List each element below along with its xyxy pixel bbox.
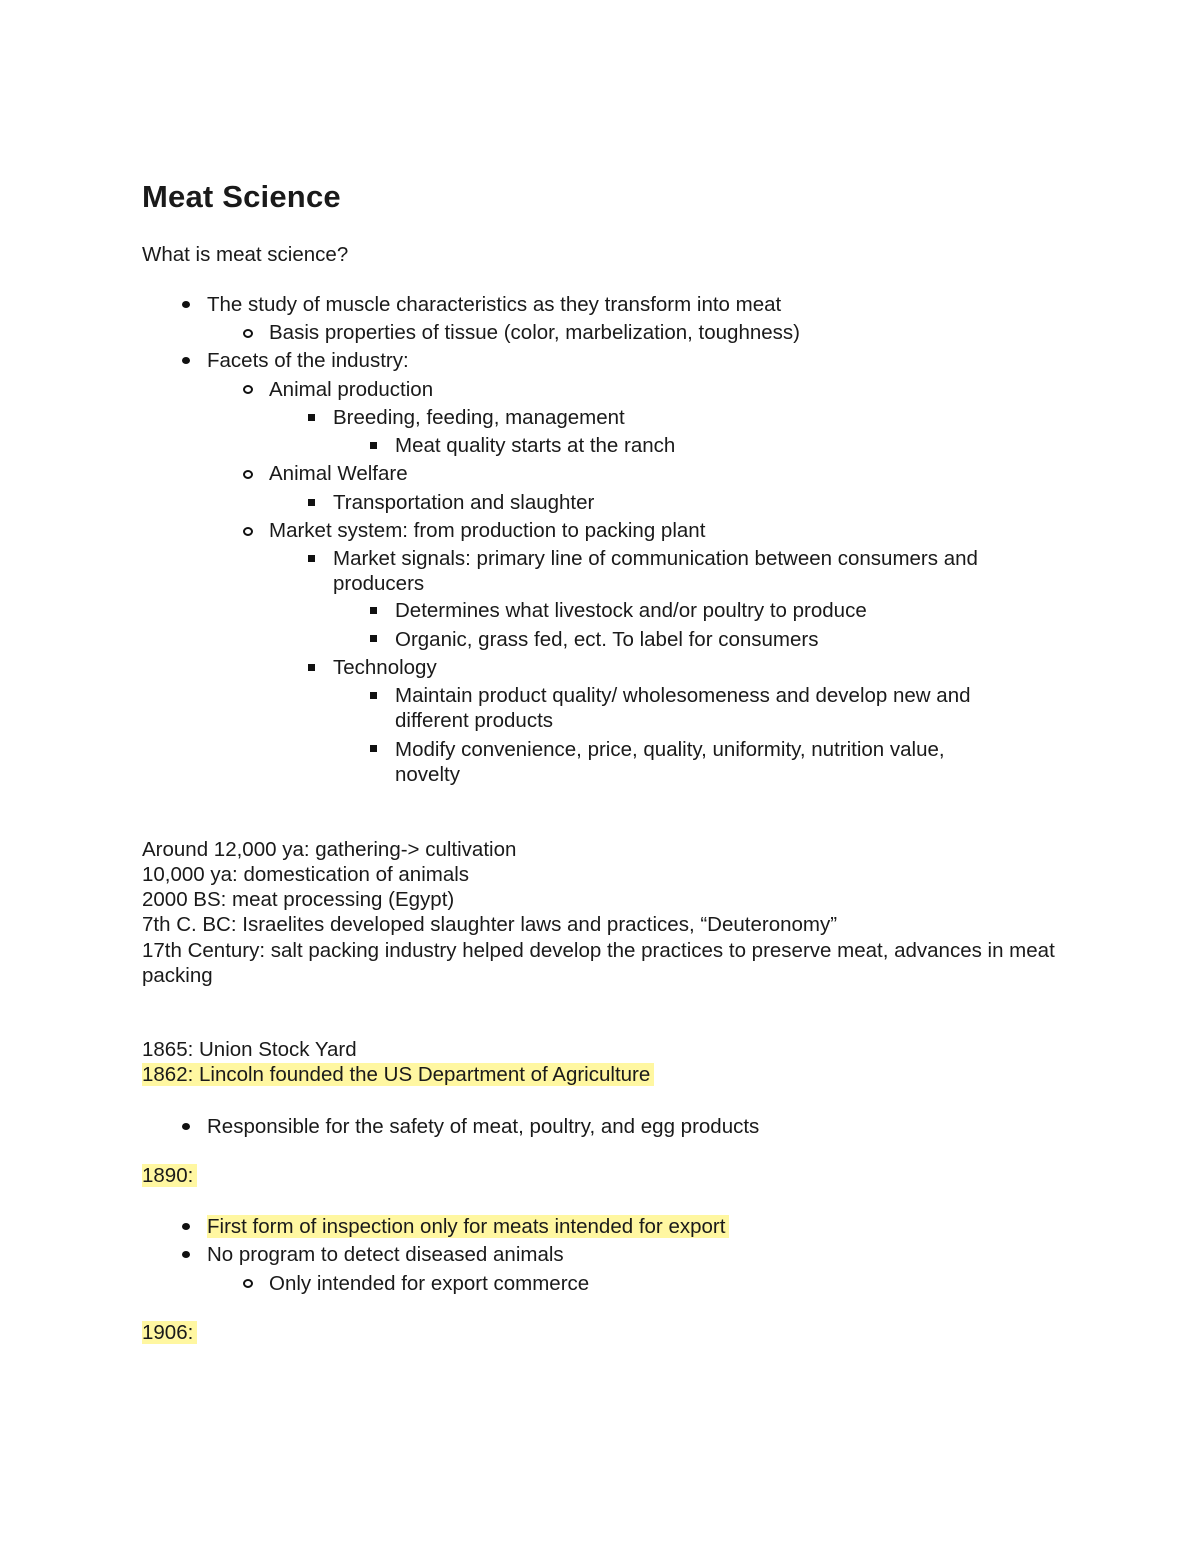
square-bullet-icon	[308, 664, 315, 671]
circle-bullet-icon	[243, 527, 253, 536]
year-heading	[142, 1320, 197, 1345]
history-line: 7th C. BC: Israelites developed slaughter laws and practices, “Deuteronomy”	[142, 913, 838, 936]
highlighted-line	[142, 1062, 654, 1087]
highlighted-item: First form of inspection only for meats intended for export	[207, 1215, 729, 1238]
history-line: 17th Century: salt packing industry helped develop the practices to preserve meat, advances in meat packing	[142, 939, 1055, 987]
circle-bullet-icon	[243, 470, 253, 479]
disc-bullet-icon	[182, 301, 190, 308]
list-item: Market system: from production to packing plant	[269, 519, 706, 542]
list-item: Transportation and slaughter	[333, 491, 595, 514]
list-item: The study of muscle characteristics as they transform into meat	[207, 293, 782, 316]
square-bullet-icon	[370, 635, 377, 642]
history-line: Around 12,000 ya: gathering-> cultivation	[142, 838, 517, 861]
history-line: 1865: Union Stock Yard	[142, 1038, 357, 1061]
circle-bullet-icon	[243, 1279, 253, 1288]
circle-bullet-icon	[243, 329, 253, 338]
list-item: Responsible for the safety of meat, poultry, and egg products	[207, 1115, 760, 1138]
history-line: 2000 BS: meat processing (Egypt)	[142, 888, 455, 911]
disc-bullet-icon	[182, 1123, 190, 1130]
year-1890: 1890:	[142, 1164, 197, 1187]
history-line: 10,000 ya: domestication of animals	[142, 863, 470, 886]
square-bullet-icon	[308, 414, 315, 421]
list-item: Determines what livestock and/or poultry to produce	[395, 599, 867, 622]
list-item: Organic, grass fed, ect. To label for consumers	[395, 628, 819, 651]
disc-bullet-icon	[182, 1251, 190, 1258]
square-bullet-icon	[370, 607, 377, 614]
list-item: Animal production	[269, 378, 434, 401]
disc-bullet-icon	[182, 1223, 190, 1230]
list-item: Maintain product quality/ wholesomeness and develop new and different products	[395, 684, 971, 732]
list-item: Technology	[333, 656, 437, 679]
square-bullet-icon	[370, 442, 377, 449]
square-bullet-icon	[370, 745, 377, 752]
square-bullet-icon	[370, 692, 377, 699]
question-text: What is meat science?	[142, 243, 349, 266]
circle-bullet-icon	[243, 385, 253, 394]
list-item	[207, 1214, 729, 1239]
list-item: Facets of the industry:	[207, 349, 409, 372]
list-item: Market signals: primary line of communication between consumers and producers	[333, 547, 978, 595]
year-1906: 1906:	[142, 1321, 197, 1344]
disc-bullet-icon	[182, 357, 190, 364]
square-bullet-icon	[308, 499, 315, 506]
list-item: Modify convenience, price, quality, uniformity, nutrition value, novelty	[395, 738, 945, 786]
list-item: Breeding, feeding, management	[333, 406, 625, 429]
list-item: Meat quality starts at the ranch	[395, 434, 676, 457]
square-bullet-icon	[308, 555, 315, 562]
year-heading	[142, 1163, 197, 1188]
list-item: Animal Welfare	[269, 462, 408, 485]
list-item: No program to detect diseased animals	[207, 1243, 564, 1266]
list-item: Only intended for export commerce	[269, 1272, 590, 1295]
list-item: Basis properties of tissue (color, marbelization, toughness)	[269, 321, 800, 344]
page-title: Meat Science	[142, 179, 341, 214]
usda-founded-text: 1862: Lincoln founded the US Department of Agriculture	[142, 1063, 654, 1086]
